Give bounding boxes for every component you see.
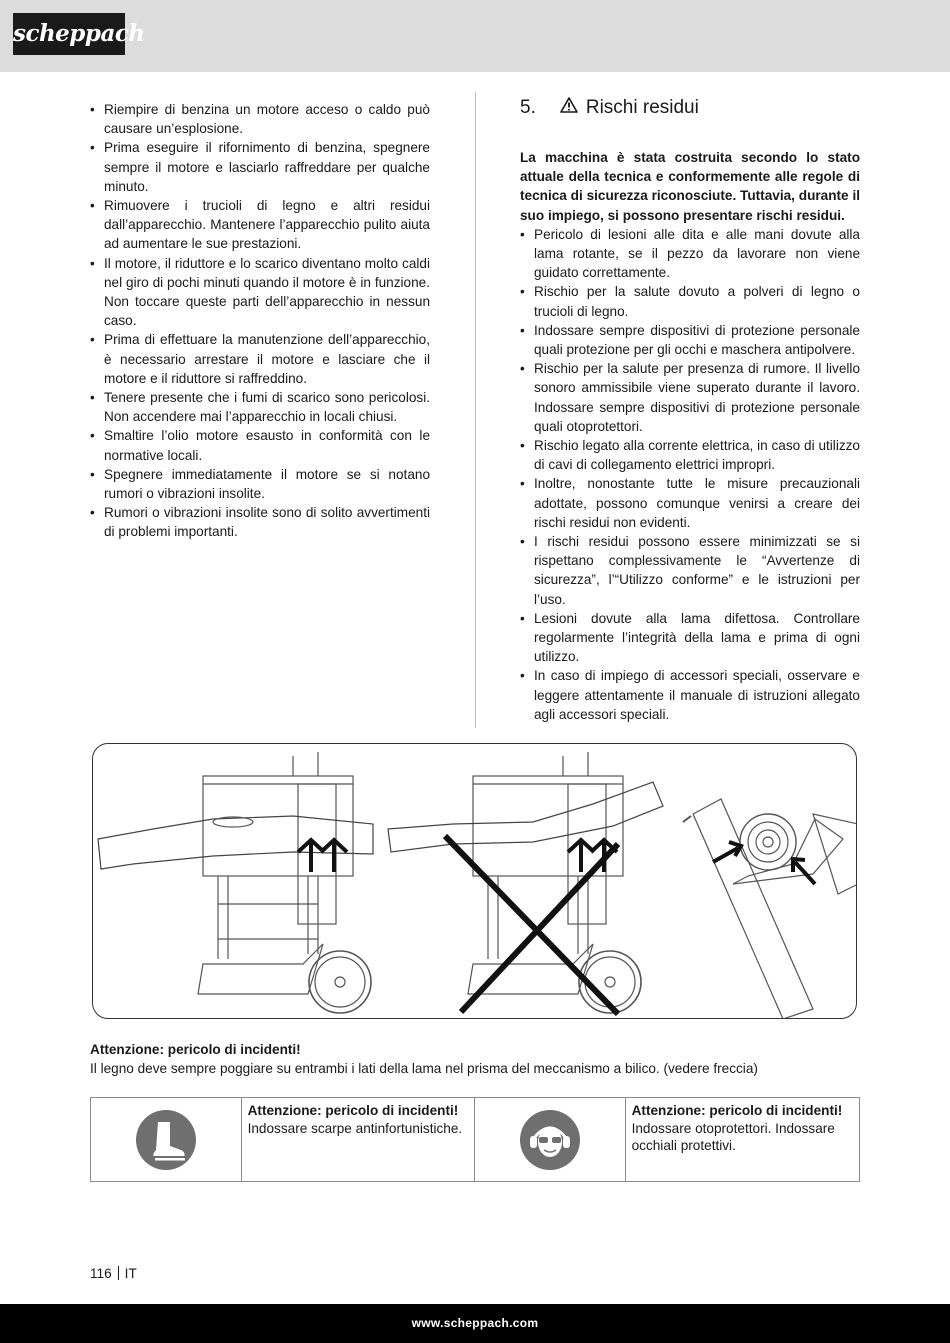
header-band — [0, 0, 950, 72]
warning-title: Attenzione: pericolo di incidenti! — [90, 1042, 301, 1057]
page-separator — [118, 1266, 119, 1280]
usage-illustration — [92, 743, 857, 1019]
saw-illustration-correct — [98, 752, 373, 1013]
list-item: • Inoltre, nonostante tutte le misure precauzionali adottate, possono comunque venirsi a creare dei rischi residui non evidenti. — [520, 474, 860, 532]
list-item: • Smaltire l’olio motore esausto in conformità con le normative locali. — [90, 426, 430, 464]
left-bullet-list — [90, 100, 430, 542]
warning-text: Il legno deve sempre poggiare su entrambi i lati della lama nel prisma del meccanismo a bilico. (vedere freccia) — [90, 1061, 758, 1077]
list-item: • Prima eseguire il rifornimento di benzina, spegnere sempre il motore e lasciarlo raffreddare per qualche minuto. — [90, 138, 430, 196]
section-title: Rischi residui — [585, 97, 699, 118]
list-item: • Il motore, il riduttore e lo scarico diventano molto caldi nel giro di pochi minuti quando il motore è in funzione. Non toccare queste parti dell’apparecchio in nessun caso. — [90, 254, 430, 331]
section-intro: La macchina è stata costruita secondo lo stato attuale della tecnica e conformemente alle regole di tecnica di sicurezza riconosciute. Tuttavia, durante il suo impiego, si possono presentare rischi residui. — [520, 150, 860, 223]
list-item: • Lesioni dovute alla lama difettosa. Controllare regolarmente l’integrità della lama e prima di ogni utilizzo. — [520, 609, 860, 667]
right-bullet-list — [520, 225, 860, 724]
list-item: • I rischi residui possono essere minimizzati se si rispettano complessivamente le “Avvertenze di sicurezza”, l’“Utilizzo conforme” e le istruzioni per l’uso. — [520, 532, 860, 609]
list-item: • Indossare sempre dispositivi di protezione personale quali protezione per gli occhi e maschera antipolvere. — [520, 321, 860, 359]
cradle-detail-illustration — [683, 799, 857, 1019]
section-number: 5. — [520, 97, 536, 118]
section-heading — [520, 95, 860, 121]
page-number — [90, 1266, 137, 1281]
left-column — [90, 100, 430, 542]
list-item: • Tenere presente che i fumi di scarico sono pericolosi. Non accendere mai l’apparecchio in locali chiusi. — [90, 388, 430, 426]
list-item: • Rischio per la salute per presenza di rumore. Il livello sonoro ammissibile viene superato durante il lavoro. Indossare sempre dispositivi di protezione personale quali otoprotettori. — [520, 359, 860, 436]
language-code: IT — [124, 1266, 137, 1281]
column-divider — [475, 92, 476, 728]
list-item: • Pericolo di lesioni alle dita e alle mani dovute alla lama rotante, se il pezzo da lavorare non viene guidato correttamente. — [520, 225, 860, 283]
sign-text-ear-eye — [626, 1098, 859, 1181]
list-item: • Rimuovere i trucioli di legno e altri residui dall’apparecchio. Mantenere l’apparecchio pulito aiuta ad aumentare le sue prestazioni. — [90, 196, 430, 254]
safety-signs-table — [90, 1097, 860, 1182]
list-item: • Rumori o vibrazioni insolite sono di solito avvertimenti di problemi importanti. — [90, 503, 430, 541]
website-link[interactable]: www.scheppach.com — [411, 1316, 539, 1330]
sign-instruction: Indossare otoprotettori. Indossare occhiali protettivi. — [631, 1120, 835, 1153]
sign-title: Attenzione: pericolo di incidenti! — [631, 1103, 843, 1118]
list-item: • Prima di effettuare la manutenzione dell’apparecchio, è necessario arrestare il motore e lasciare che il motore e il riduttore si raffreddino. — [90, 330, 430, 388]
saw-illustration-wrong — [388, 752, 663, 1014]
list-item: • Spegnere immediatamente il motore se si notano rumori o vibrazioni insolite. — [90, 465, 430, 503]
sign-text-boots — [242, 1098, 475, 1181]
footer-band — [0, 1304, 950, 1343]
safety-boots-icon — [91, 1098, 242, 1181]
ear-and-eye-protection-icon — [475, 1098, 626, 1181]
sign-instruction: Indossare scarpe antinfortunistiche. — [247, 1120, 463, 1136]
scheppach-logo: scheppach — [13, 13, 125, 55]
page-number-value: 116 — [90, 1266, 112, 1281]
right-column — [520, 95, 860, 727]
list-item: • Rischio per la salute dovuto a polveri di legno o trucioli di legno. — [520, 282, 860, 320]
list-item: • In caso di impiego di accessori speciali, osservare e leggere attentamente il manuale di istruzioni allegato agli accessori speciali. — [520, 666, 860, 724]
sign-title: Attenzione: pericolo di incidenti! — [247, 1103, 459, 1118]
list-item: • Rischio legato alla corrente elettrica, in caso di utilizzo di cavi di collegamento elettrici impropri. — [520, 436, 860, 474]
warning-triangle-icon — [560, 95, 578, 121]
warning-block — [90, 1040, 860, 1078]
list-item: • Riempire di benzina un motore acceso o caldo può causare un’esplosione. — [90, 100, 430, 138]
